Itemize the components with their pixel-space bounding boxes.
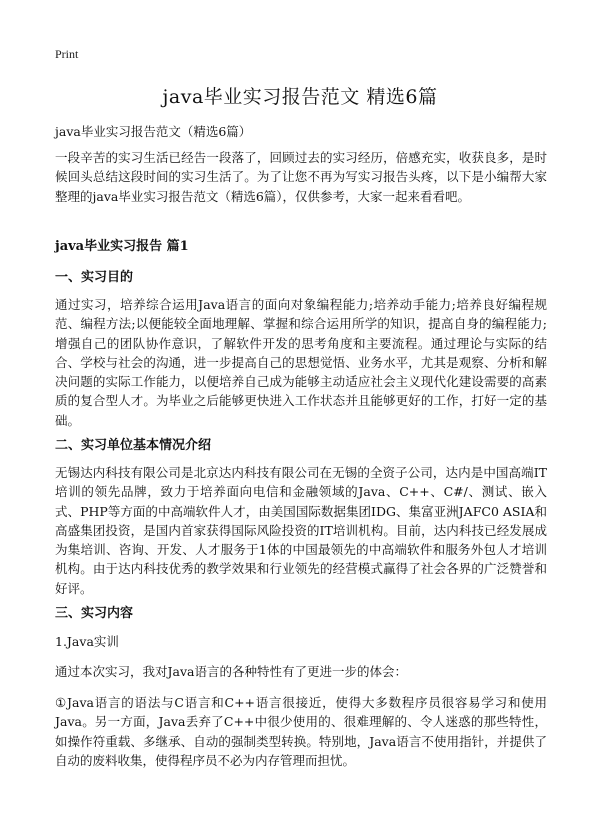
document-title: java毕业实习报告范文 精选6篇 [162, 86, 438, 108]
paragraph-company: 无锡达内科技有限公司是北京达内科技有限公司在无锡的全资子公司，达内是中国高端IT培训的领先品牌，致力于培养面向电信和金融领域的Java、C++、C#/、测试、嵌入式、PHP等方面的中高端软件人才，由美国国际数据集团IDG、集富亚洲JAFC0 ASIA和高盛集团投资，是国内首家获得国际风险投资的IT培训机构。目前，达内科技已经发展成为集培训、咨询、开发、人才服务于1体的中国最领先的中高端软件和服务外包人才培训机构。由于达内科技优秀的教学效果和行业领先的经营模式赢得了社会各界的广泛赞誉和好评。 [55, 465, 547, 596]
intro-paragraph: 一段辛苦的实习生活已经告一段落了，回顾过去的实习经历，倍感充实，收获良多，是时候回头总结这段时间的实习生活了。为了让您不再为写实习报告头疼，以下是小编帮大家整理的java毕业实习报告范文（精选6篇），仅供参考，大家一起来看看吧。 [55, 150, 547, 204]
heading-company: 二、实习单位基本情况介绍 [55, 438, 212, 453]
document-subtitle: java毕业实习报告范文（精选6篇） [55, 124, 252, 139]
paragraph-purpose: 通过实习，培养综合运用Java语言的面向对象编程能力;培养动手能力;培养良好编程规范、编程方法;以便能较全面地理解、掌握和综合运用所学的知识，提高自身的编程能力;增强自己的团队协作意识，了解软件开发的思考角度和主要流程。通过理论与实际的结合、学校与社会的沟通，进一步提高自己的思想觉悟、业务水平，尤其是观察、分析和解决问题的实际工作能力，以便培养自己成为能够主动适应社会主义现代化建设需要的高素质的复合型人才。为毕业之后能够更快进入工作状态并且能够更好的工作，打好一定的基础。 [55, 297, 547, 428]
heading-content: 三、实习内容 [55, 606, 134, 621]
heading-purpose: 一、实习目的 [55, 270, 134, 285]
subheading-java-training: 1.Java实训 [55, 634, 119, 649]
paragraph-java-intro: 通过本次实习，我对Java语言的各种特性有了更进一步的体会： [55, 664, 407, 679]
section-title: java毕业实习报告 篇1 [55, 239, 189, 254]
print-label: Print [55, 47, 79, 61]
paragraph-java-syntax: ①Java语言的语法与C语言和C++语言很接近，使得大多数程序员很容易学习和使用Java。另一方面，Java丢弃了C++中很少使用的、很难理解的、令人迷惑的那些特性，如操作符重载、多继承、自动的强制类型转换。特别地，Java语言不使用指针，并提供了自动的废料收集，使得程序员不必为内存管理而担忧。 [55, 695, 547, 768]
